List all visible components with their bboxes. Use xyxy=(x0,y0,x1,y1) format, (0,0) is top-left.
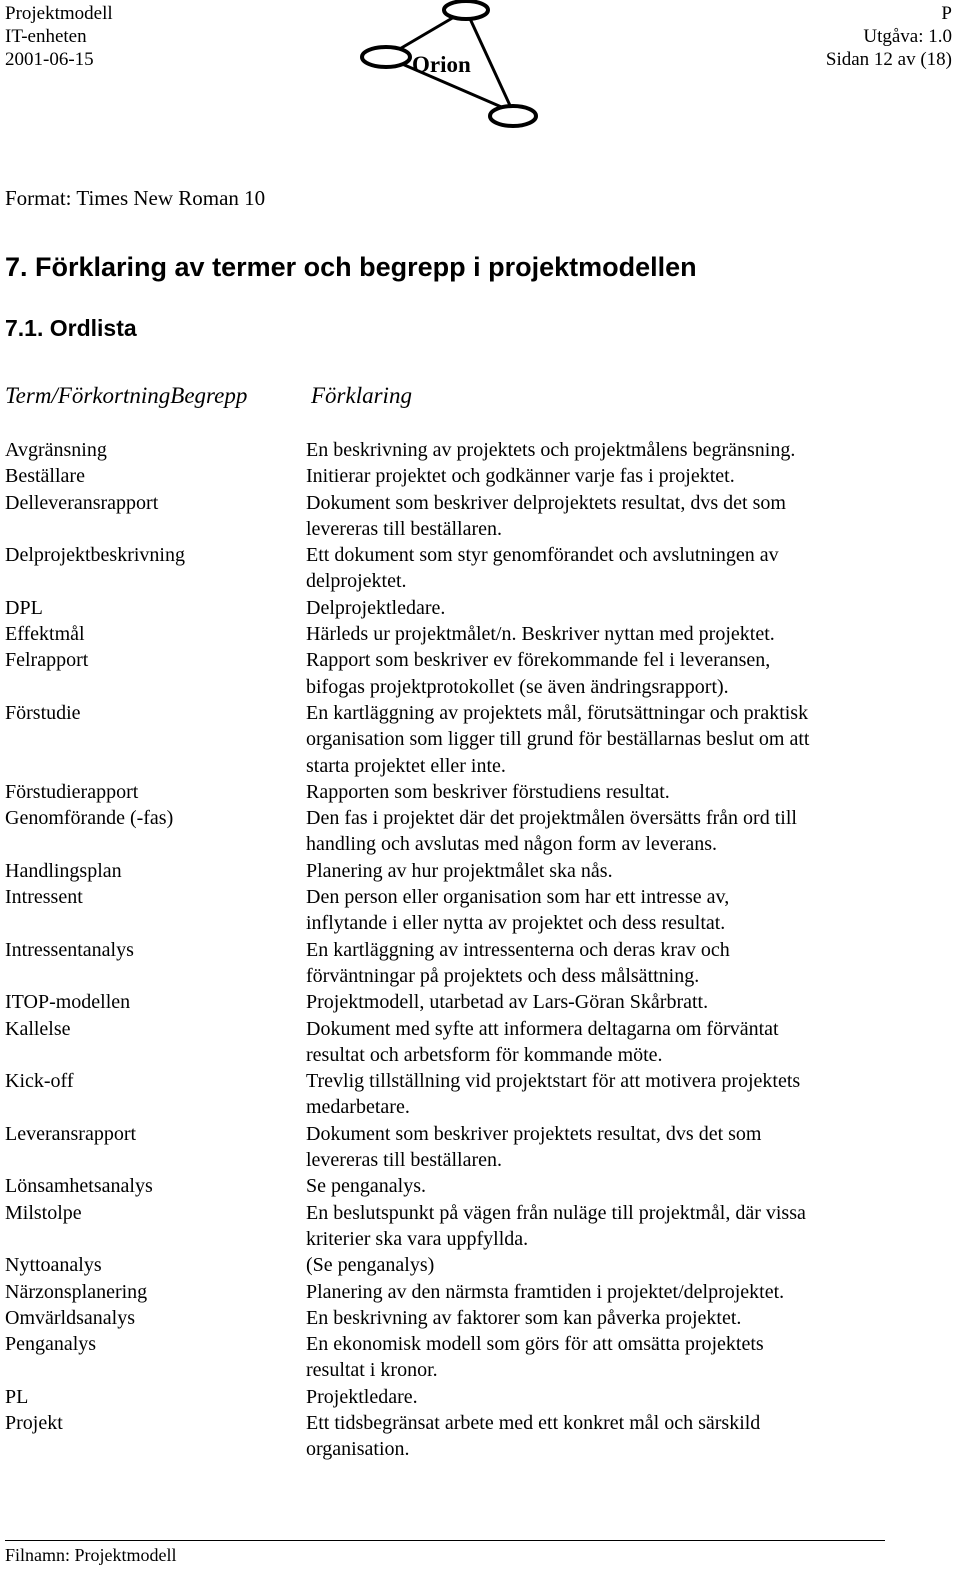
glossary-term: Intressent xyxy=(5,886,83,909)
definition-line: starta projektet eller inte. xyxy=(306,754,506,777)
glossary-definition xyxy=(306,1384,886,1410)
glossary-term: Lönsamhetsanalys xyxy=(5,1175,153,1198)
footer-divider xyxy=(5,1540,885,1541)
glossary-row xyxy=(0,884,960,937)
glossary-definition xyxy=(306,1331,886,1384)
definition-line: Ett dokument som styr genomförandet och avslutningen av xyxy=(306,544,779,567)
glossary-definition xyxy=(306,1279,886,1305)
definition-line: organisation som ligger till grund för beställarnas beslut om att xyxy=(306,728,810,751)
glossary-definition xyxy=(306,858,886,884)
glossary-row xyxy=(0,858,960,884)
glossary-term: ITOP-modellen xyxy=(5,991,131,1014)
glossary-row xyxy=(0,1279,960,1305)
header-version: Utgåva: 1.0 xyxy=(863,26,952,47)
definition-line: Rapport som beskriver ev förekommande fel i leveransen, xyxy=(306,649,771,672)
glossary-term: Förstudie xyxy=(5,701,81,724)
definition-line: En beslutspunkt på vägen från nuläge till projektmål, där vissa xyxy=(306,1201,806,1224)
definition-line: organisation. xyxy=(306,1438,410,1461)
glossary-definition xyxy=(306,1016,886,1069)
definition-line: kriterier ska vara uppfyllda. xyxy=(306,1227,529,1250)
definition-line: Planering av den närmsta framtiden i projektet/delprojektet. xyxy=(306,1280,785,1303)
definition-line: Projektmodell, utarbetad av Lars-Göran Skårbratt. xyxy=(306,991,709,1014)
glossary-row xyxy=(0,1384,960,1410)
header-left xyxy=(5,2,113,71)
definition-line: Den fas i projektet där det projektmålen översätts från ord till xyxy=(306,807,797,830)
definition-line: Rapporten som beskriver förstudiens resultat. xyxy=(306,780,670,803)
glossary-definition xyxy=(306,1305,886,1331)
glossary-definition xyxy=(306,490,886,543)
definition-line: Dokument med syfte att informera deltagarna om förväntat xyxy=(306,1017,779,1040)
glossary-definition xyxy=(306,1252,886,1278)
definition-line: bifogas projektprotokollet (se även ändringsrapport). xyxy=(306,675,729,698)
glossary-definition xyxy=(306,805,886,858)
glossary-row xyxy=(0,1200,960,1253)
definition-line: Dokument som beskriver projektets resultat, dvs det som xyxy=(306,1122,762,1145)
definition-line: resultat i kronor. xyxy=(306,1359,438,1382)
glossary-row xyxy=(0,1121,960,1174)
header-code: P xyxy=(941,3,952,24)
definition-line: förväntningar på projektets och dess målsättning. xyxy=(306,964,700,987)
glossary-row xyxy=(0,779,960,805)
definition-line: levereras till beställaren. xyxy=(306,517,503,540)
glossary-definition xyxy=(306,779,886,805)
glossary-definition xyxy=(306,1173,886,1199)
header-right xyxy=(826,2,952,71)
glossary-definition xyxy=(306,621,886,647)
glossary-row xyxy=(0,542,960,595)
glossary-definition xyxy=(306,595,886,621)
header-doc-name: Projektmodell xyxy=(5,3,113,24)
column-header-term: Term/FörkortningBegrepp xyxy=(5,383,248,408)
definition-line: Trevlig tillställning vid projektstart för att motivera projektets xyxy=(306,1070,801,1093)
subsection-heading: 7.1. Ordlista xyxy=(5,315,137,341)
glossary-term: Felrapport xyxy=(5,649,89,672)
glossary-term: Avgränsning xyxy=(5,439,107,461)
definition-line: Delprojektledare. xyxy=(306,596,446,619)
header-date: 2001-06-15 xyxy=(5,49,94,70)
definition-line: En kartläggning av projektets mål, förutsättningar och praktisk xyxy=(306,701,809,724)
glossary-term: Projekt xyxy=(5,1411,63,1434)
section-heading: 7. Förklaring av termer och begrepp i projektmodellen xyxy=(5,252,697,282)
glossary-term: DPL xyxy=(5,596,43,619)
glossary-row xyxy=(0,595,960,621)
header-page: Sidan 12 av (18) xyxy=(825,49,952,70)
glossary-row xyxy=(0,1173,960,1199)
definition-line: medarbetare. xyxy=(306,1096,410,1119)
glossary-definition xyxy=(306,700,886,779)
footer-filename: Filnamn: Projektmodell xyxy=(5,1545,177,1565)
definition-line: Se penganalys. xyxy=(306,1175,426,1198)
glossary-term: Kick-off xyxy=(5,1070,74,1093)
definition-line: resultat och arbetsform för kommande möte. xyxy=(306,1043,663,1066)
glossary-definition xyxy=(306,989,886,1015)
glossary-row xyxy=(0,700,960,779)
glossary-row xyxy=(0,1068,960,1121)
glossary-row xyxy=(0,989,960,1015)
definition-line: inflytande i eller nytta av projektet och dess resultat. xyxy=(306,912,726,935)
glossary-term: Kallelse xyxy=(5,1017,71,1040)
definition-line: handling och avslutas med någon form av leverans. xyxy=(306,833,717,856)
glossary-term: PL xyxy=(5,1385,29,1408)
format-note: Format: Times New Roman 10 xyxy=(5,186,266,210)
glossary-row xyxy=(0,1252,960,1278)
definition-line: levereras till beställaren. xyxy=(306,1149,503,1172)
glossary-definition xyxy=(306,937,886,990)
glossary-row xyxy=(0,1331,960,1384)
glossary-row xyxy=(0,937,960,990)
glossary-term: Intressentanalys xyxy=(5,938,134,961)
column-header-description: Förklaring xyxy=(311,383,412,408)
definition-line: Den person eller organisation som har ett intresse av, xyxy=(306,886,730,909)
glossary-term: Genomförande (-fas) xyxy=(5,807,174,830)
definition-line: Initierar projektet och godkänner varje fas i projektet. xyxy=(306,465,735,488)
glossary-definition xyxy=(306,463,886,489)
logo-text: Orion xyxy=(412,52,471,77)
glossary-term: Leveransrapport xyxy=(5,1122,137,1145)
glossary-definition xyxy=(306,437,886,463)
glossary-term: Nyttoanalys xyxy=(5,1254,102,1277)
glossary-table xyxy=(0,437,960,1463)
glossary-row xyxy=(0,1016,960,1069)
glossary-term: Delprojektbeskrivning xyxy=(5,544,185,567)
glossary-row xyxy=(0,621,960,647)
glossary-term: Handlingsplan xyxy=(5,859,122,882)
glossary-definition xyxy=(306,1200,886,1253)
definition-line: Projektledare. xyxy=(306,1385,418,1408)
definition-line: Planering av hur projektmålet ska nås. xyxy=(306,859,613,882)
glossary-definition xyxy=(306,1121,886,1174)
definition-line: En beskrivning av projektets och projektmålens begränsning. xyxy=(306,439,796,461)
glossary-row xyxy=(0,647,960,700)
glossary-definition xyxy=(306,884,886,937)
definition-line: Ett tidsbegränsat arbete med ett konkret mål och särskild xyxy=(306,1411,761,1434)
glossary-row xyxy=(0,463,960,489)
definition-line: En ekonomisk modell som görs för att omsätta projektets xyxy=(306,1333,764,1356)
glossary-row xyxy=(0,437,960,463)
glossary-definition xyxy=(306,1410,886,1463)
glossary-term: Omvärldsanalys xyxy=(5,1306,135,1329)
definition-line: Dokument som beskriver delprojektets resultat, dvs det som xyxy=(306,491,786,514)
glossary-term: Delleveransrapport xyxy=(5,491,159,514)
glossary-term: Närzonsplanering xyxy=(5,1280,148,1303)
glossary-term: Penganalys xyxy=(5,1333,97,1356)
glossary-definition xyxy=(306,1068,886,1121)
definition-line: Härleds ur projektmålet/n. Beskriver nyttan med projektet. xyxy=(306,623,775,646)
header-unit: IT-enheten xyxy=(5,26,87,47)
glossary-definition xyxy=(306,647,886,700)
definition-line: delprojektet. xyxy=(306,570,407,593)
glossary-definition xyxy=(306,542,886,595)
definition-line: En beskrivning av faktorer som kan påverka projektet. xyxy=(306,1306,742,1329)
glossary-row xyxy=(0,490,960,543)
definition-line: (Se penganalys) xyxy=(306,1254,435,1277)
glossary-row xyxy=(0,1305,960,1331)
definition-line: En kartläggning av intressenterna och deras krav och xyxy=(306,938,730,961)
glossary-term: Effektmål xyxy=(5,623,85,646)
glossary-row xyxy=(0,1410,960,1463)
glossary-term: Beställare xyxy=(5,465,85,488)
glossary-term: Milstolpe xyxy=(5,1201,82,1224)
glossary-row xyxy=(0,805,960,858)
glossary-term: Förstudierapport xyxy=(5,780,139,803)
